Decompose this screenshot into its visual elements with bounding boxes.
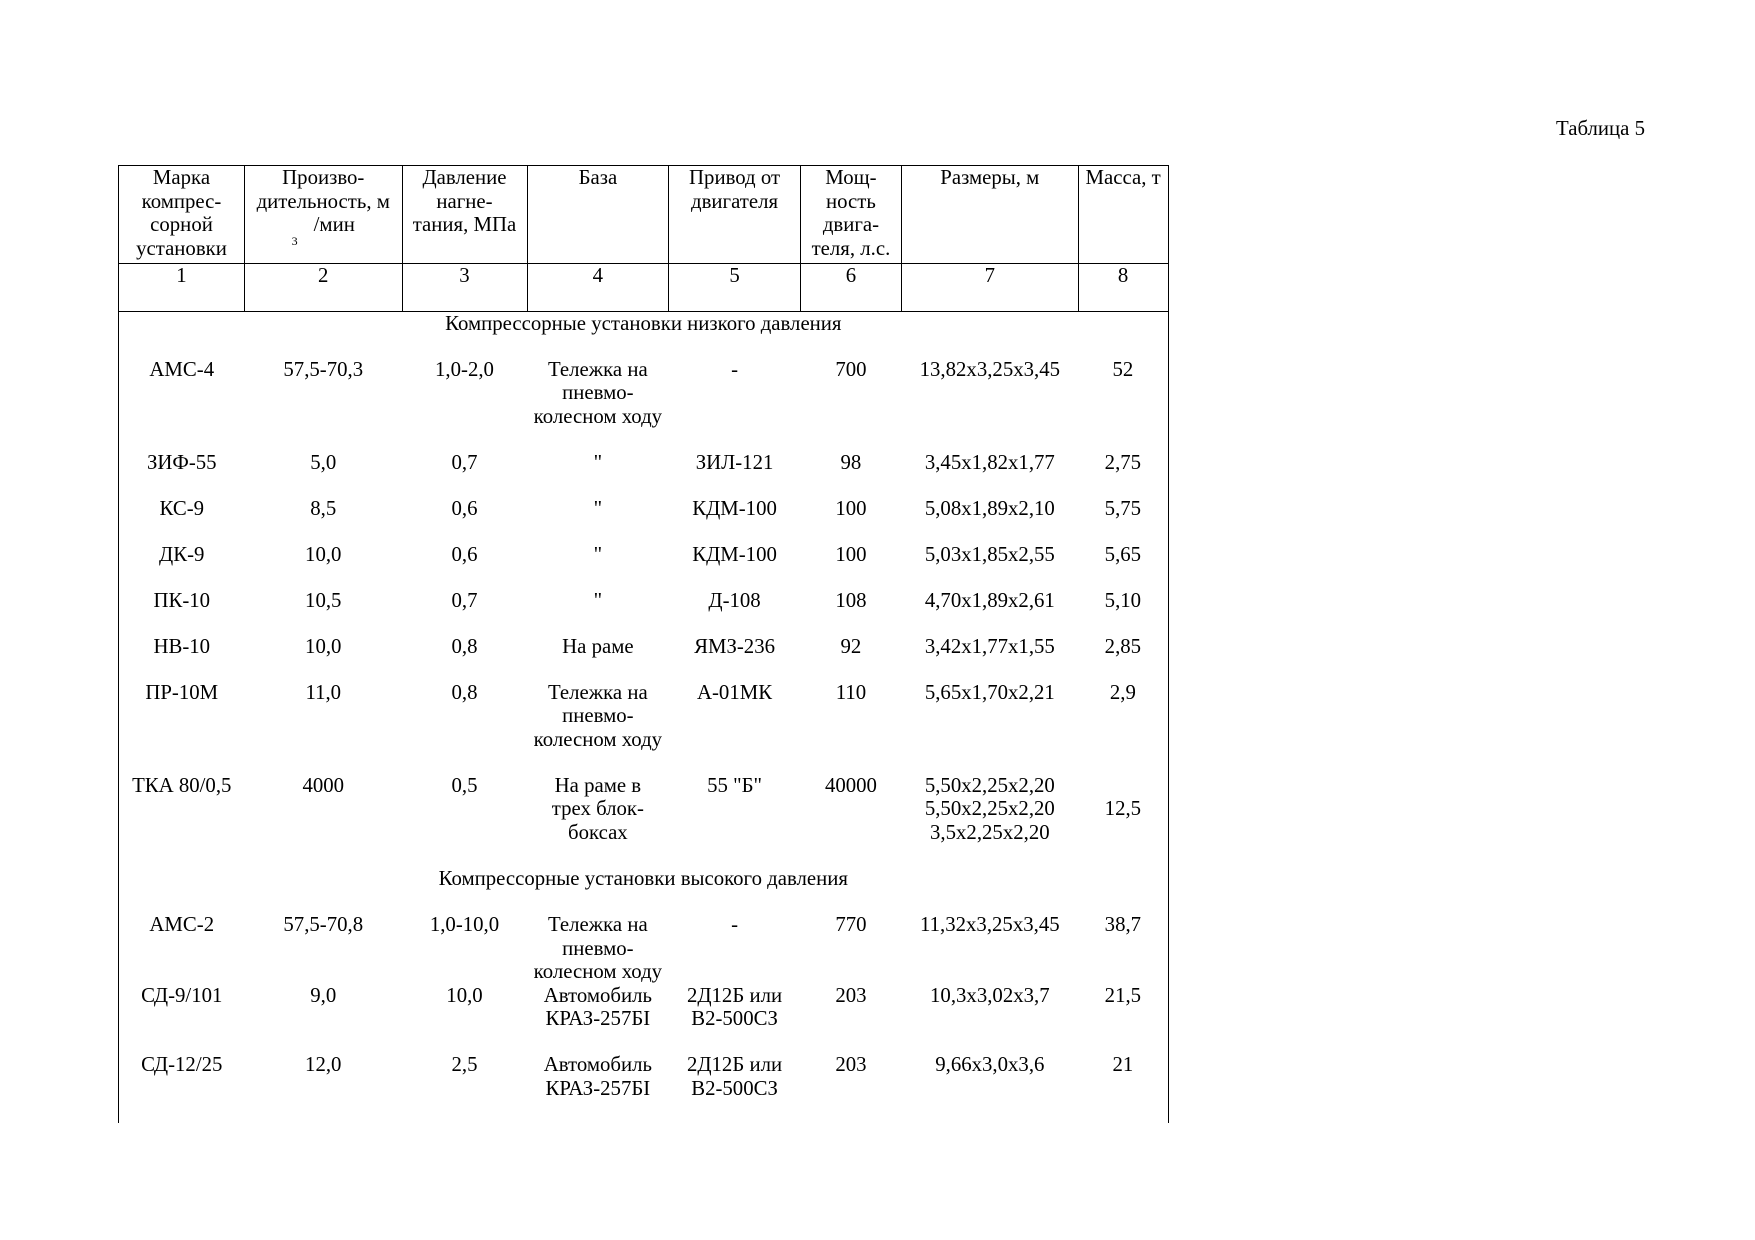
- cell-mass: [1078, 681, 1168, 774]
- column-number: [402, 264, 527, 312]
- base-value: Тележка на: [548, 913, 648, 937]
- cell-pressure: [402, 358, 527, 451]
- cell-capacity: [245, 913, 403, 984]
- capacity-value: 10,0: [305, 542, 342, 566]
- mass-value: 2,9: [1109, 680, 1136, 704]
- drive-value: В2-500СЗ: [691, 1007, 778, 1031]
- cell-mass: [1078, 635, 1168, 681]
- pressure-value: 0,6: [451, 496, 478, 520]
- base-value: ": [593, 542, 603, 566]
- cell-dimensions: [902, 1053, 1079, 1123]
- mass-value: 2,85: [1104, 634, 1142, 658]
- drive-value: КДМ-100: [692, 496, 777, 520]
- brand-value: СД-12/25: [141, 1053, 223, 1077]
- mass-value: 38,7: [1104, 913, 1142, 937]
- header-capacity-unit: /мин: [313, 213, 355, 237]
- cell-capacity: [245, 635, 403, 681]
- column-number-text: 6: [845, 264, 857, 287]
- cell-power: [800, 451, 901, 497]
- cell-base: [527, 543, 669, 589]
- section-title-cell: [119, 867, 1169, 913]
- cell-base: [527, 681, 669, 774]
- dimensions-value: 5,08x1,89x2,10: [924, 496, 1055, 520]
- capacity-value: 4000: [302, 773, 345, 797]
- dimensions-value: 5,03x1,85x2,55: [924, 542, 1055, 566]
- pressure-value: 0,8: [451, 680, 478, 704]
- capacity-value: 5,0: [310, 450, 337, 474]
- header-mass-text: Масса, т: [1085, 166, 1161, 189]
- cell-power: [800, 635, 901, 681]
- cell-base: [527, 497, 669, 543]
- cell-drive: [669, 635, 801, 681]
- cell-pressure: [402, 543, 527, 589]
- base-value: боксах: [568, 821, 628, 845]
- dimensions-value: 10,3x3,02x3,7: [930, 983, 1050, 1007]
- brand-value: СД-9/101: [141, 983, 223, 1007]
- table-row: [119, 635, 1169, 681]
- pressure-value: 1,0-2,0: [435, 357, 494, 381]
- cell-drive: [669, 358, 801, 451]
- cell-brand: [119, 358, 245, 451]
- power-value: 98: [840, 450, 862, 474]
- cell-capacity: [245, 451, 403, 497]
- dimensions-value: 3,42x1,77x1,55: [924, 634, 1055, 658]
- table-row: [119, 451, 1169, 497]
- cell-mass: [1078, 589, 1168, 635]
- dimensions-value: 4,70x1,89x2,61: [924, 588, 1055, 612]
- table-row: [119, 913, 1169, 984]
- cell-brand: [119, 913, 245, 984]
- base-value: Автомобиль: [543, 983, 653, 1007]
- cell-drive: [669, 984, 801, 1054]
- header-pressure-text: Давление: [422, 166, 507, 189]
- header-drive-text: Привод от: [689, 166, 781, 189]
- power-value: 770: [835, 913, 867, 937]
- header-brand-text: Марка: [152, 166, 211, 189]
- cell-drive: [669, 913, 801, 984]
- dimensions-value: 9,66x3,0x3,6: [935, 1053, 1045, 1077]
- base-value: На раме: [562, 634, 634, 658]
- column-number-text: 8: [1117, 264, 1129, 287]
- pressure-value: 0,8: [451, 634, 478, 658]
- cell-pressure: [402, 774, 527, 867]
- cell-pressure: [402, 589, 527, 635]
- table-head: [119, 166, 1169, 312]
- cell-drive: [669, 451, 801, 497]
- cell-pressure: [402, 451, 527, 497]
- dimensions-value: 5,50x2,25x2,20: [924, 773, 1055, 797]
- cell-power: [800, 984, 901, 1054]
- base-value: На раме в: [554, 773, 642, 797]
- column-number: [245, 264, 403, 312]
- cell-dimensions: [902, 984, 1079, 1054]
- mass-value: 21: [1112, 1053, 1134, 1077]
- power-value: 203: [835, 1053, 867, 1077]
- header-power-text: теля, л.с.: [811, 236, 891, 260]
- dimensions-value: 3,45x1,82x1,77: [924, 450, 1055, 474]
- column-number: [669, 264, 801, 312]
- header-drive: [669, 166, 801, 264]
- header-capacity: [245, 166, 403, 264]
- table-row: [119, 543, 1169, 589]
- table-caption: Таблица 5: [1556, 117, 1645, 140]
- column-number-text: 3: [459, 264, 470, 287]
- column-number-text: 1: [176, 264, 187, 287]
- base-value: ": [593, 450, 603, 474]
- cell-base: [527, 589, 669, 635]
- power-value: 700: [835, 357, 867, 381]
- cell-mass: [1078, 984, 1168, 1054]
- base-value: ": [593, 588, 603, 612]
- dimensions-value: 5,65x1,70x2,21: [924, 680, 1055, 704]
- cell-drive: [669, 774, 801, 867]
- base-value: ": [593, 496, 603, 520]
- cell-brand: [119, 635, 245, 681]
- header-pressure-text: тания, МПа: [412, 213, 517, 237]
- cell-pressure: [402, 635, 527, 681]
- cell-base: [527, 1053, 669, 1123]
- capacity-value: 57,5-70,3: [283, 357, 364, 381]
- drive-value: 55 "Б": [707, 773, 762, 797]
- cell-dimensions: [902, 451, 1079, 497]
- brand-value: ПР-10М: [145, 680, 219, 704]
- cell-mass: [1078, 913, 1168, 984]
- capacity-value: 12,0: [305, 1053, 342, 1077]
- column-number-row: [119, 264, 1169, 312]
- pressure-value: 2,5: [451, 1053, 478, 1077]
- cell-dimensions: [902, 497, 1079, 543]
- column-number-text: 4: [592, 264, 604, 287]
- cell-dimensions: [902, 913, 1079, 984]
- mass-value: 5,65: [1104, 542, 1142, 566]
- mass-value: 5,10: [1104, 588, 1142, 612]
- header-mass: [1078, 166, 1168, 264]
- brand-value: КС-9: [159, 496, 205, 520]
- header-brand-text: компрес-: [141, 189, 222, 213]
- column-number-text: 7: [984, 264, 996, 287]
- header-power-text: ность: [826, 189, 876, 213]
- cell-base: [527, 913, 669, 984]
- pressure-value: 0,7: [451, 588, 478, 612]
- base-value: колесном ходу: [533, 404, 663, 428]
- header-brand: [119, 166, 245, 264]
- table-row: [119, 497, 1169, 543]
- cell-power: [800, 589, 901, 635]
- drive-value: 2Д12Б или: [686, 983, 783, 1007]
- cell-pressure: [402, 497, 527, 543]
- cell-power: [800, 497, 901, 543]
- brand-value: ПК-10: [153, 588, 211, 612]
- header-power-text: двига-: [822, 213, 880, 237]
- header-dimensions: [902, 166, 1079, 264]
- cell-drive: [669, 497, 801, 543]
- power-value: 110: [835, 680, 867, 704]
- cell-base: [527, 451, 669, 497]
- cell-mass: [1078, 774, 1168, 867]
- header-pressure-text: нагне-: [436, 189, 493, 213]
- base-value: колесном ходу: [533, 727, 663, 751]
- drive-value: Д-108: [708, 588, 761, 612]
- table-row: [119, 589, 1169, 635]
- header-brand-text: установки: [136, 236, 227, 260]
- power-value: 92: [840, 634, 862, 658]
- cell-capacity: [245, 358, 403, 451]
- brand-value: ДК-9: [159, 542, 205, 566]
- dimensions-value: 11,32x3,25x3,45: [920, 913, 1060, 937]
- drive-value: ЯМЗ-236: [694, 634, 775, 658]
- cell-capacity: [245, 497, 403, 543]
- pressure-value: 10,0: [446, 983, 483, 1007]
- dimensions-value: 3,5x2,25x2,20: [930, 821, 1050, 845]
- pressure-value: 0,7: [451, 450, 478, 474]
- cell-mass: [1078, 451, 1168, 497]
- cell-brand: [119, 451, 245, 497]
- base-value: Автомобиль: [543, 1053, 653, 1077]
- drive-value: А-01МК: [696, 680, 773, 704]
- column-number: [902, 264, 1079, 312]
- header-row: [119, 166, 1169, 264]
- column-number: [1078, 264, 1168, 312]
- dimensions-value: 13,82x3,25x3,45: [919, 357, 1061, 381]
- cell-brand: [119, 984, 245, 1054]
- capacity-value: 57,5-70,8: [283, 913, 364, 937]
- pressure-value: 0,6: [451, 542, 478, 566]
- section-title: Компрессорные установки высокого давления: [438, 867, 848, 891]
- cell-drive: [669, 681, 801, 774]
- brand-value: ЗИФ-55: [146, 450, 217, 474]
- drive-value: КДМ-100: [692, 542, 777, 566]
- header-power: [800, 166, 901, 264]
- column-number-text: 5: [729, 264, 740, 287]
- drive-value: -: [731, 913, 739, 937]
- section-row: [119, 867, 1169, 913]
- cell-mass: [1078, 497, 1168, 543]
- header-dimensions-text: Размеры, м: [940, 166, 1040, 189]
- cell-dimensions: [902, 543, 1079, 589]
- table-body: [119, 312, 1169, 1124]
- section-title-cell: [119, 312, 1169, 358]
- cell-brand: [119, 497, 245, 543]
- cell-pressure: [402, 681, 527, 774]
- table-row: [119, 984, 1169, 1054]
- mass-value: 5,75: [1104, 496, 1142, 520]
- base-value: Тележка на: [548, 357, 648, 381]
- cell-power: [800, 543, 901, 589]
- cell-power: [800, 681, 901, 774]
- dimensions-value: 5,50x2,25x2,20: [924, 797, 1055, 821]
- mass-value: 21,5: [1104, 983, 1142, 1007]
- cell-capacity: [245, 984, 403, 1054]
- capacity-value: 8,5: [310, 496, 337, 520]
- header-capacity-text: Произво-: [282, 166, 365, 189]
- cell-dimensions: [902, 774, 1079, 867]
- cell-mass: [1078, 1053, 1168, 1123]
- power-value: 108: [835, 588, 867, 612]
- cell-brand: [119, 774, 245, 867]
- base-value: Тележка на: [548, 680, 648, 704]
- cell-brand: [119, 543, 245, 589]
- capacity-value: 9,0: [310, 983, 337, 1007]
- cell-capacity: [245, 589, 403, 635]
- cell-base: [527, 635, 669, 681]
- power-value: 40000: [824, 773, 877, 797]
- base-value: КРАЗ-257БI: [545, 1007, 651, 1031]
- drive-value: 2Д12Б или: [686, 1053, 783, 1077]
- mass-value: 2,75: [1104, 450, 1142, 474]
- column-number: [800, 264, 901, 312]
- cell-base: [527, 774, 669, 867]
- cell-power: [800, 1053, 901, 1123]
- brand-value: НВ-10: [153, 634, 211, 658]
- cell-dimensions: [902, 681, 1079, 774]
- cell-capacity: [245, 681, 403, 774]
- header-base: [527, 166, 669, 264]
- mass-value: 12,5: [1104, 797, 1142, 821]
- header-base-text: База: [578, 166, 618, 189]
- drive-value: -: [731, 357, 739, 381]
- capacity-value: 11,0: [305, 680, 342, 704]
- column-number-text: 2: [318, 264, 329, 287]
- cell-brand: [119, 1053, 245, 1123]
- column-number: [527, 264, 669, 312]
- brand-value: АМС-2: [149, 913, 215, 937]
- cell-brand: [119, 589, 245, 635]
- pressure-value: 1,0-10,0: [429, 913, 500, 937]
- table-row: [119, 358, 1169, 451]
- cell-base: [527, 358, 669, 451]
- drive-value: ЗИЛ-121: [695, 450, 774, 474]
- cell-pressure: [402, 1053, 527, 1123]
- header-power-text: Мощ-: [825, 166, 877, 189]
- cell-dimensions: [902, 635, 1079, 681]
- drive-value: В2-500СЗ: [691, 1077, 778, 1101]
- cell-dimensions: [902, 358, 1079, 451]
- header-brand-text: сорной: [150, 213, 213, 237]
- cell-brand: [119, 681, 245, 774]
- cell-capacity: [245, 774, 403, 867]
- section-title: Компрессорные установки низкого давления: [445, 312, 842, 335]
- header-pressure: [402, 166, 527, 264]
- table-row: [119, 1053, 1169, 1123]
- cell-pressure: [402, 984, 527, 1054]
- compressor-table: [118, 165, 1169, 1123]
- mass-value: 52: [1112, 357, 1134, 381]
- cell-drive: [669, 589, 801, 635]
- table-row: [119, 681, 1169, 774]
- cell-power: [800, 358, 901, 451]
- cell-capacity: [245, 1053, 403, 1123]
- base-value: пневмо-: [562, 381, 634, 405]
- cell-power: [800, 913, 901, 984]
- base-value: трех блок-: [551, 797, 644, 821]
- base-value: пневмо-: [562, 936, 634, 960]
- cell-power: [800, 774, 901, 867]
- cell-capacity: [245, 543, 403, 589]
- column-number: [119, 264, 245, 312]
- power-value: 203: [835, 983, 867, 1007]
- power-value: 100: [835, 496, 867, 520]
- cell-mass: [1078, 358, 1168, 451]
- cell-drive: [669, 1053, 801, 1123]
- cell-drive: [669, 543, 801, 589]
- brand-value: ТКА 80/0,5: [132, 773, 232, 797]
- unit-superscript: 3: [291, 234, 298, 249]
- base-value: КРАЗ-257БI: [545, 1077, 651, 1101]
- capacity-value: 10,0: [305, 634, 342, 658]
- pressure-value: 0,5: [451, 773, 478, 797]
- header-drive-text: двигателя: [691, 189, 779, 213]
- cell-dimensions: [902, 589, 1079, 635]
- capacity-value: 10,5: [305, 588, 342, 612]
- header-capacity-text: дительность, м: [256, 189, 390, 213]
- cell-pressure: [402, 913, 527, 984]
- base-value: колесном ходу: [533, 960, 663, 984]
- table-row: [119, 774, 1169, 867]
- cell-base: [527, 984, 669, 1054]
- section-row: [119, 312, 1169, 358]
- base-value: пневмо-: [562, 704, 634, 728]
- cell-mass: [1078, 543, 1168, 589]
- brand-value: АМС-4: [149, 357, 215, 381]
- header-capacity-text: [245, 213, 402, 249]
- power-value: 100: [835, 542, 867, 566]
